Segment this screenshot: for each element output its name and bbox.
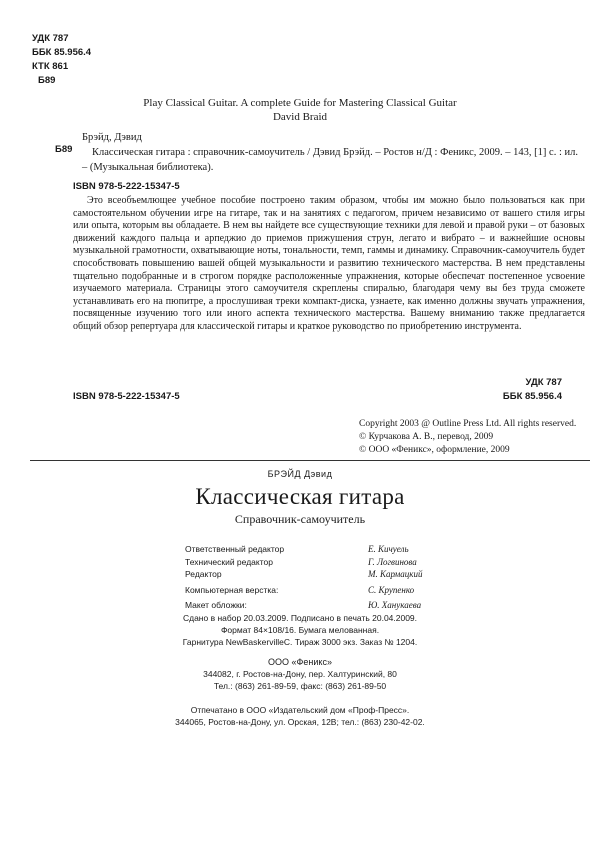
staff-role: Редактор: [185, 569, 222, 579]
publisher-name: ООО «Феникс»: [268, 657, 332, 667]
copyright-line: © Курчакова А. В., перевод, 2009: [359, 432, 494, 442]
udk-code: УДК 787: [32, 33, 69, 44]
staff-role: Компьютерная верстка:: [185, 584, 279, 595]
publisher-phone: Тел.: (863) 261-89-59, факс: (863) 261-89-50: [213, 681, 387, 691]
print-info-line: Формат 84×108/16. Бумага мелованная.: [220, 625, 380, 635]
staff-row: [185, 568, 485, 581]
staff-role: Технический редактор: [185, 556, 273, 567]
staff-list: [185, 543, 485, 612]
ktk-code: КТК 861: [32, 61, 69, 72]
bbk-code: ББК 85.956.4: [32, 47, 92, 58]
imprint-author: БРЭЙД Дэвид: [267, 469, 333, 479]
catalog-index: Б89: [55, 144, 73, 155]
divider: [30, 460, 590, 461]
staff-name: М. Кармацкий: [368, 569, 423, 579]
staff-name: Е. Кичуель: [368, 544, 409, 554]
catalog-entry: [82, 130, 582, 175]
printer-line: 344065, Ростов-на-Дону, ул. Орская, 12В; тел.: (863) 230-42-02.: [175, 717, 425, 727]
staff-row: [185, 584, 485, 597]
footer-udk: УДК 787: [525, 377, 562, 388]
printer-info: [0, 704, 600, 728]
print-info-line: Гарнитура NewBaskervilleC. Тираж 3000 экз. Заказ № 1204.: [182, 637, 418, 647]
catalog-isbn: ISBN 978-5-222-15347-5: [73, 181, 180, 192]
original-title-block: [0, 96, 600, 124]
footer-bbk: ББК 85.956.4: [502, 391, 562, 402]
staff-role: Макет обложки:: [185, 600, 247, 610]
original-author: David Braid: [272, 111, 328, 123]
staff-name: Г. Логвинова: [368, 556, 417, 567]
printer-line: Отпечатано в ООО «Издательский дом «Проф-Пресс».: [190, 705, 410, 715]
book-title: Классическая гитара: [195, 484, 405, 509]
catalog-author: Брэйд, Дэвид: [82, 132, 142, 143]
author-index: Б89: [38, 75, 56, 86]
publisher-address: 344082, г. Ростов-на-Дону, пер. Халтуринский, 80: [203, 669, 397, 679]
print-info: [0, 612, 600, 648]
original-title: Play Classical Guitar. A complete Guide for Mastering Classical Guitar: [143, 97, 457, 109]
copyright-block: [359, 418, 576, 457]
staff-row: [185, 556, 485, 569]
classification-codes: [32, 32, 91, 88]
copyright-line: Copyright 2003 @ Outline Press Ltd. All rights reserved.: [359, 419, 577, 429]
publisher-info: [0, 656, 600, 692]
catalog-description: Классическая гитара : справочник-самоучитель / Дэвид Брэйд. – Ростов н/Д : Феникс, 2009. – 143, [1] с. : ил. – (Музыкальная библиотека).: [82, 147, 578, 173]
staff-row: [185, 543, 485, 556]
book-subtitle: Справочник-самоучитель: [234, 512, 366, 526]
staff-name: С. Крупенко: [368, 584, 415, 595]
staff-name: Ю. Ханукаева: [368, 600, 422, 610]
annotation: Это всеобъемлющее учебное пособие построено таким образом, чтобы им можно было пользоваться как при самостоятельном обучении игре на гитаре, так и на занятиях с педагогом, причем независимо от вашего стиля игры или опыта, которым вы обладаете. В нем вы найдете все существующие техники для левой и правой руки – от базовых движений каждого пальца и арпеджио до приемов прижушения струн, легато и вибрато – и важнейшие основы музыкальной грамотности, охватывающие ноты, тональности, темп, гаммы и динамику. Справочник-самоучитель будет способствовать повышению вашей общей музыкальности и развитию технического мастерства. В нем представлены тщательно подобранные и в строгом порядке расположенные упражнения, которые обеспечат постепенное усвоение изучаемого материала. Страницы этого самоучителя скреплены спиралью, благодаря чему вы без труда сможете устанавливать его на пюпитре, а прослушивая треки компакт-диска, узнаете, как именно должны звучать упражнения, посвященные изучению того или иного аспекта технического мастерства. Вашему вниманию также предлагается общий обзор репертуара для классической гитары и краткое руководство по приобретению инструмента.: [73, 195, 586, 332]
print-info-line: Сдано в набор 20.03.2009. Подписано в печать 20.04.2009.: [182, 613, 418, 623]
staff-role: Ответственный редактор: [185, 544, 285, 554]
footer-codes: [503, 376, 562, 404]
staff-row: [185, 599, 485, 612]
footer-isbn: ISBN 978-5-222-15347-5: [73, 391, 180, 402]
copyright-line: © ООО «Феникс», оформление, 2009: [359, 445, 510, 455]
